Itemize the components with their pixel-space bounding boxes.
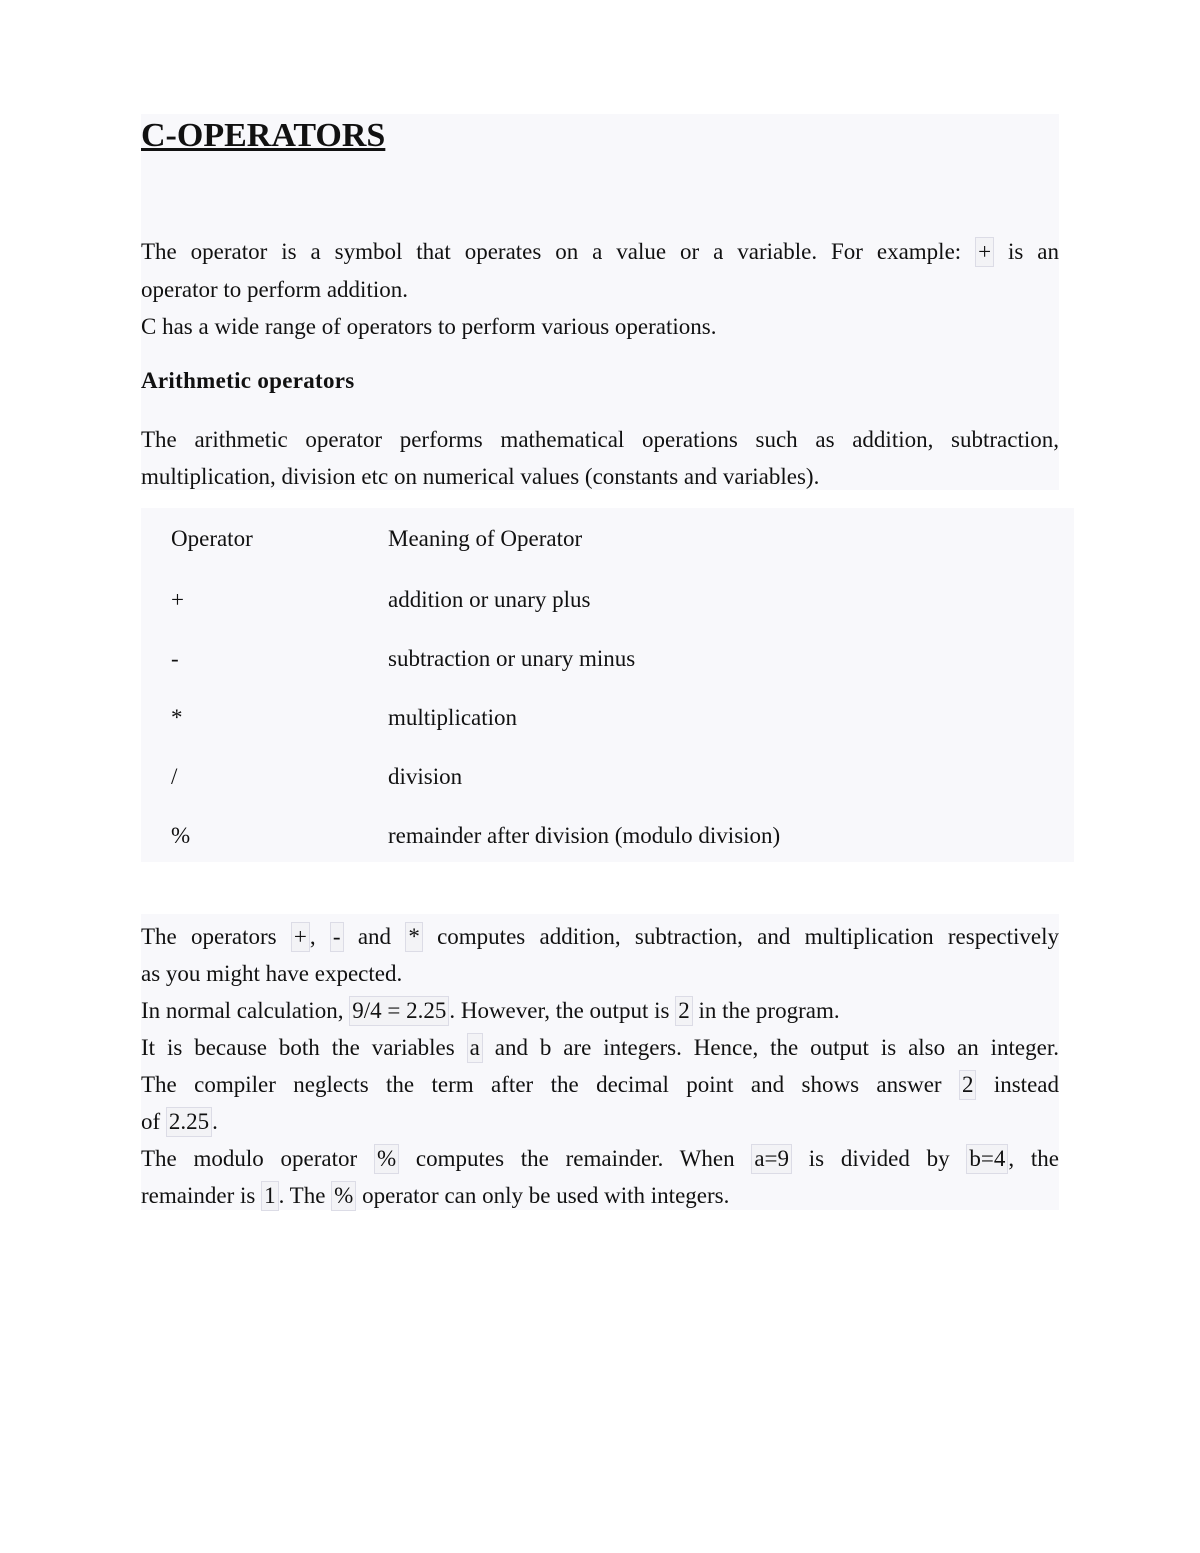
inline-code: b=4	[966, 1144, 1008, 1174]
inline-code: a=9	[751, 1144, 792, 1174]
explanation-line-6	[141, 1103, 1059, 1140]
header-operator: Operator	[171, 526, 253, 551]
explanation-line-7	[141, 1140, 1059, 1177]
inline-code: %	[374, 1144, 399, 1174]
text: of	[141, 1109, 166, 1134]
text: In normal calculation,	[141, 998, 350, 1023]
operator-cell: +	[171, 586, 184, 612]
inline-code: 9/4 = 2.25	[349, 996, 449, 1026]
inline-code: *	[405, 922, 423, 952]
table-row	[141, 629, 1074, 688]
inline-code: a	[467, 1033, 483, 1063]
inline-code: 1	[261, 1181, 279, 1211]
text: The modulo operator	[141, 1146, 374, 1171]
operator-cell: %	[171, 822, 191, 848]
meaning-cell: subtraction or unary minus	[388, 645, 636, 671]
inline-code: -	[330, 922, 344, 952]
intro-line-3: C has a wide range of operators to perform various operations.	[141, 314, 717, 339]
intro-line-2: operator to perform addition.	[141, 277, 408, 302]
header-meaning: Meaning of Operator	[388, 526, 583, 551]
operator-cell: -	[171, 645, 179, 671]
section-description-line-2: multiplication, division etc on numerical values (constants and variables).	[141, 464, 820, 489]
inline-code: 2	[675, 996, 693, 1026]
inline-code: 2	[959, 1070, 977, 1100]
explanation-line-5	[141, 1066, 1059, 1103]
text: and b are integers. Hence, the output is also an integer.	[482, 1035, 1059, 1060]
text: operator can only be used with integers.	[356, 1183, 730, 1208]
text: is divided by	[792, 1146, 967, 1171]
text: .	[212, 1109, 218, 1134]
explanation-line-4	[141, 1029, 1059, 1066]
meaning-cell: multiplication	[388, 704, 518, 730]
text: instead	[976, 1072, 1059, 1097]
text: , the	[1008, 1146, 1059, 1171]
explanation-line-3	[141, 992, 1059, 1029]
meaning-cell: remainder after division (modulo division)	[388, 822, 781, 848]
text: ,	[309, 924, 330, 949]
operator-cell: *	[171, 704, 183, 730]
text: computes addition, subtraction, and multiplication respectively	[422, 924, 1059, 949]
text: The operators	[141, 924, 291, 949]
text: and	[343, 924, 406, 949]
table-header-row	[141, 508, 1074, 570]
meaning-cell: addition or unary plus	[388, 586, 591, 612]
explanation-line-2: as you might have expected.	[141, 961, 403, 986]
explanation-line-8	[141, 1177, 1059, 1214]
inline-code: %	[331, 1181, 356, 1211]
text: remainder is	[141, 1183, 262, 1208]
intro-line-1	[141, 233, 1059, 270]
text: in the program.	[692, 998, 840, 1023]
inline-code: 2.25	[166, 1107, 212, 1137]
text: The compiler neglects the term after the decimal point and shows answer	[141, 1072, 959, 1097]
section-description-line-1: The arithmetic operator performs mathematical operations such as addition, subtraction,	[141, 427, 1059, 452]
intro-text: The operator is a symbol that operates on a value or a variable. For example:	[141, 239, 976, 264]
table-row	[141, 570, 1074, 629]
intro-text: is an	[994, 239, 1059, 264]
operators-table	[141, 508, 1074, 865]
text: computes the remainder. When	[399, 1146, 752, 1171]
operator-cell: /	[171, 763, 178, 789]
table-row	[141, 806, 1074, 865]
text: . The	[278, 1183, 332, 1208]
text: . However, the output is	[449, 998, 676, 1023]
page-title: C-OPERATORS	[141, 117, 386, 154]
table-row	[141, 688, 1074, 747]
explanation-line-1	[141, 918, 1059, 955]
text: It is because both the variables	[141, 1035, 467, 1060]
section-heading: Arithmetic operators	[141, 368, 355, 393]
table-row	[141, 747, 1074, 806]
meaning-cell: division	[388, 763, 463, 789]
inline-code: +	[291, 922, 310, 952]
inline-code: +	[975, 237, 994, 267]
